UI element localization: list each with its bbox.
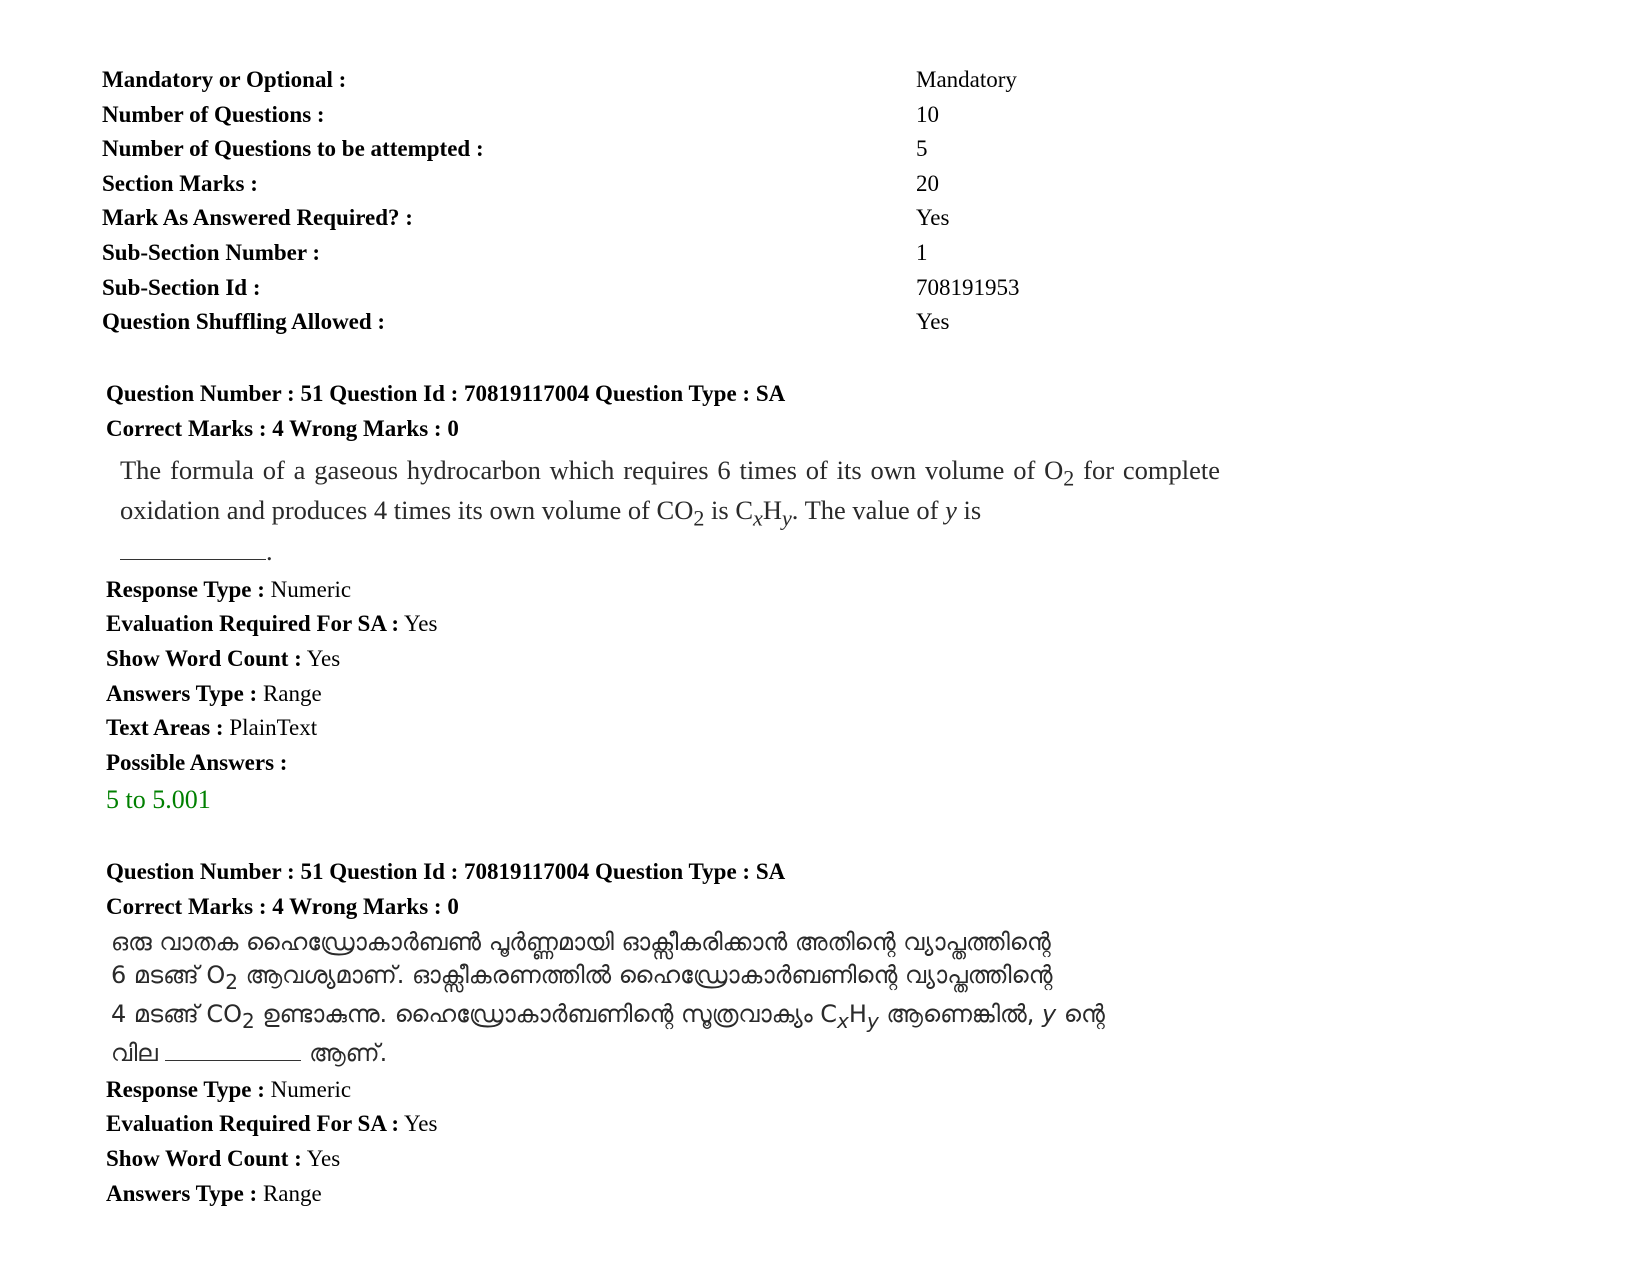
answer-blank (165, 1038, 301, 1061)
info-label: Sub-Section Number : (102, 239, 321, 265)
answer-blank (120, 537, 266, 560)
question-text: ഒരു വാതക ഹൈഡ്രോകാർബൺ പൂർണ്ണമായി ഓക്സീകരിക്കാൻ അതിന്റെ വ്യാപ്തത്തിന്റെ 6 മടങ്ങ് $O_2$ ആവശ്യമാണ്. ഓക്സീകരണത്തിൽ ഹൈഡ്രോകാർബണിന്റെ വ്യാപ്തത്തിന്റെ 4 മടങ്ങ് $CO_2$ ഉണ്ടാകുന്നു. ഹൈഡ്രോകാർബണിന്റെ സൂത്രവാക്യം $C_xH_y$ ആണെങ്കിൽ, y ന്റെ വില ആണ്. (111, 928, 1105, 1068)
info-value: Yes (916, 205, 950, 231)
question-header: Question Number : 51 Question Id : 70819117004 Question Type : SA (106, 381, 786, 406)
info-label: Number of Questions to be attempted : (102, 136, 484, 162)
info-value: 1 (916, 239, 928, 265)
response-type: Response Type : Numeric (106, 1076, 352, 1102)
question-block-malayalam (106, 855, 1226, 1211)
info-value: Yes (916, 309, 950, 335)
show-word-count: Show Word Count : Yes (106, 1145, 341, 1171)
info-label: Number of Questions : (102, 101, 325, 127)
possible-answer-value: 5 to 5.001 (106, 785, 211, 815)
info-label: Section Marks : (102, 170, 258, 196)
info-value: 10 (916, 101, 939, 127)
info-value: Mandatory (916, 67, 1017, 92)
question-marks: Correct Marks : 4 Wrong Marks : 0 (106, 415, 459, 441)
info-label: Sub-Section Id : (102, 274, 261, 300)
question-text: The formula of a gaseous hydrocarbon which requires 6 times of its own volume of $O_2$ for complete oxidation and produces 4 times its own volume of $CO_2$ is $C_xH_y$. The value of y is . (120, 455, 1220, 566)
info-value: 708191953 (916, 274, 1020, 300)
text-areas: Text Areas : PlainText (106, 715, 318, 741)
info-label: Question Shuffling Allowed : (102, 309, 386, 335)
question-marks: Correct Marks : 4 Wrong Marks : 0 (106, 893, 459, 919)
evaluation-required: Evaluation Required For SA : Yes (106, 1111, 438, 1137)
evaluation-required: Evaluation Required For SA : Yes (106, 611, 438, 637)
possible-answers-label: Possible Answers : (106, 749, 288, 775)
answers-type: Answers Type : Range (106, 1180, 322, 1206)
answers-type: Answers Type : Range (106, 680, 322, 706)
show-word-count: Show Word Count : Yes (106, 645, 341, 671)
info-label: Mandatory or Optional : (102, 67, 347, 92)
question-block-english (106, 377, 1226, 819)
response-type: Response Type : Numeric (106, 576, 352, 602)
info-label: Mark As Answered Required? : (102, 205, 413, 231)
question-header: Question Number : 51 Question Id : 70819117004 Question Type : SA (106, 859, 786, 884)
info-value: 5 (916, 136, 928, 162)
info-value: 20 (916, 170, 939, 196)
